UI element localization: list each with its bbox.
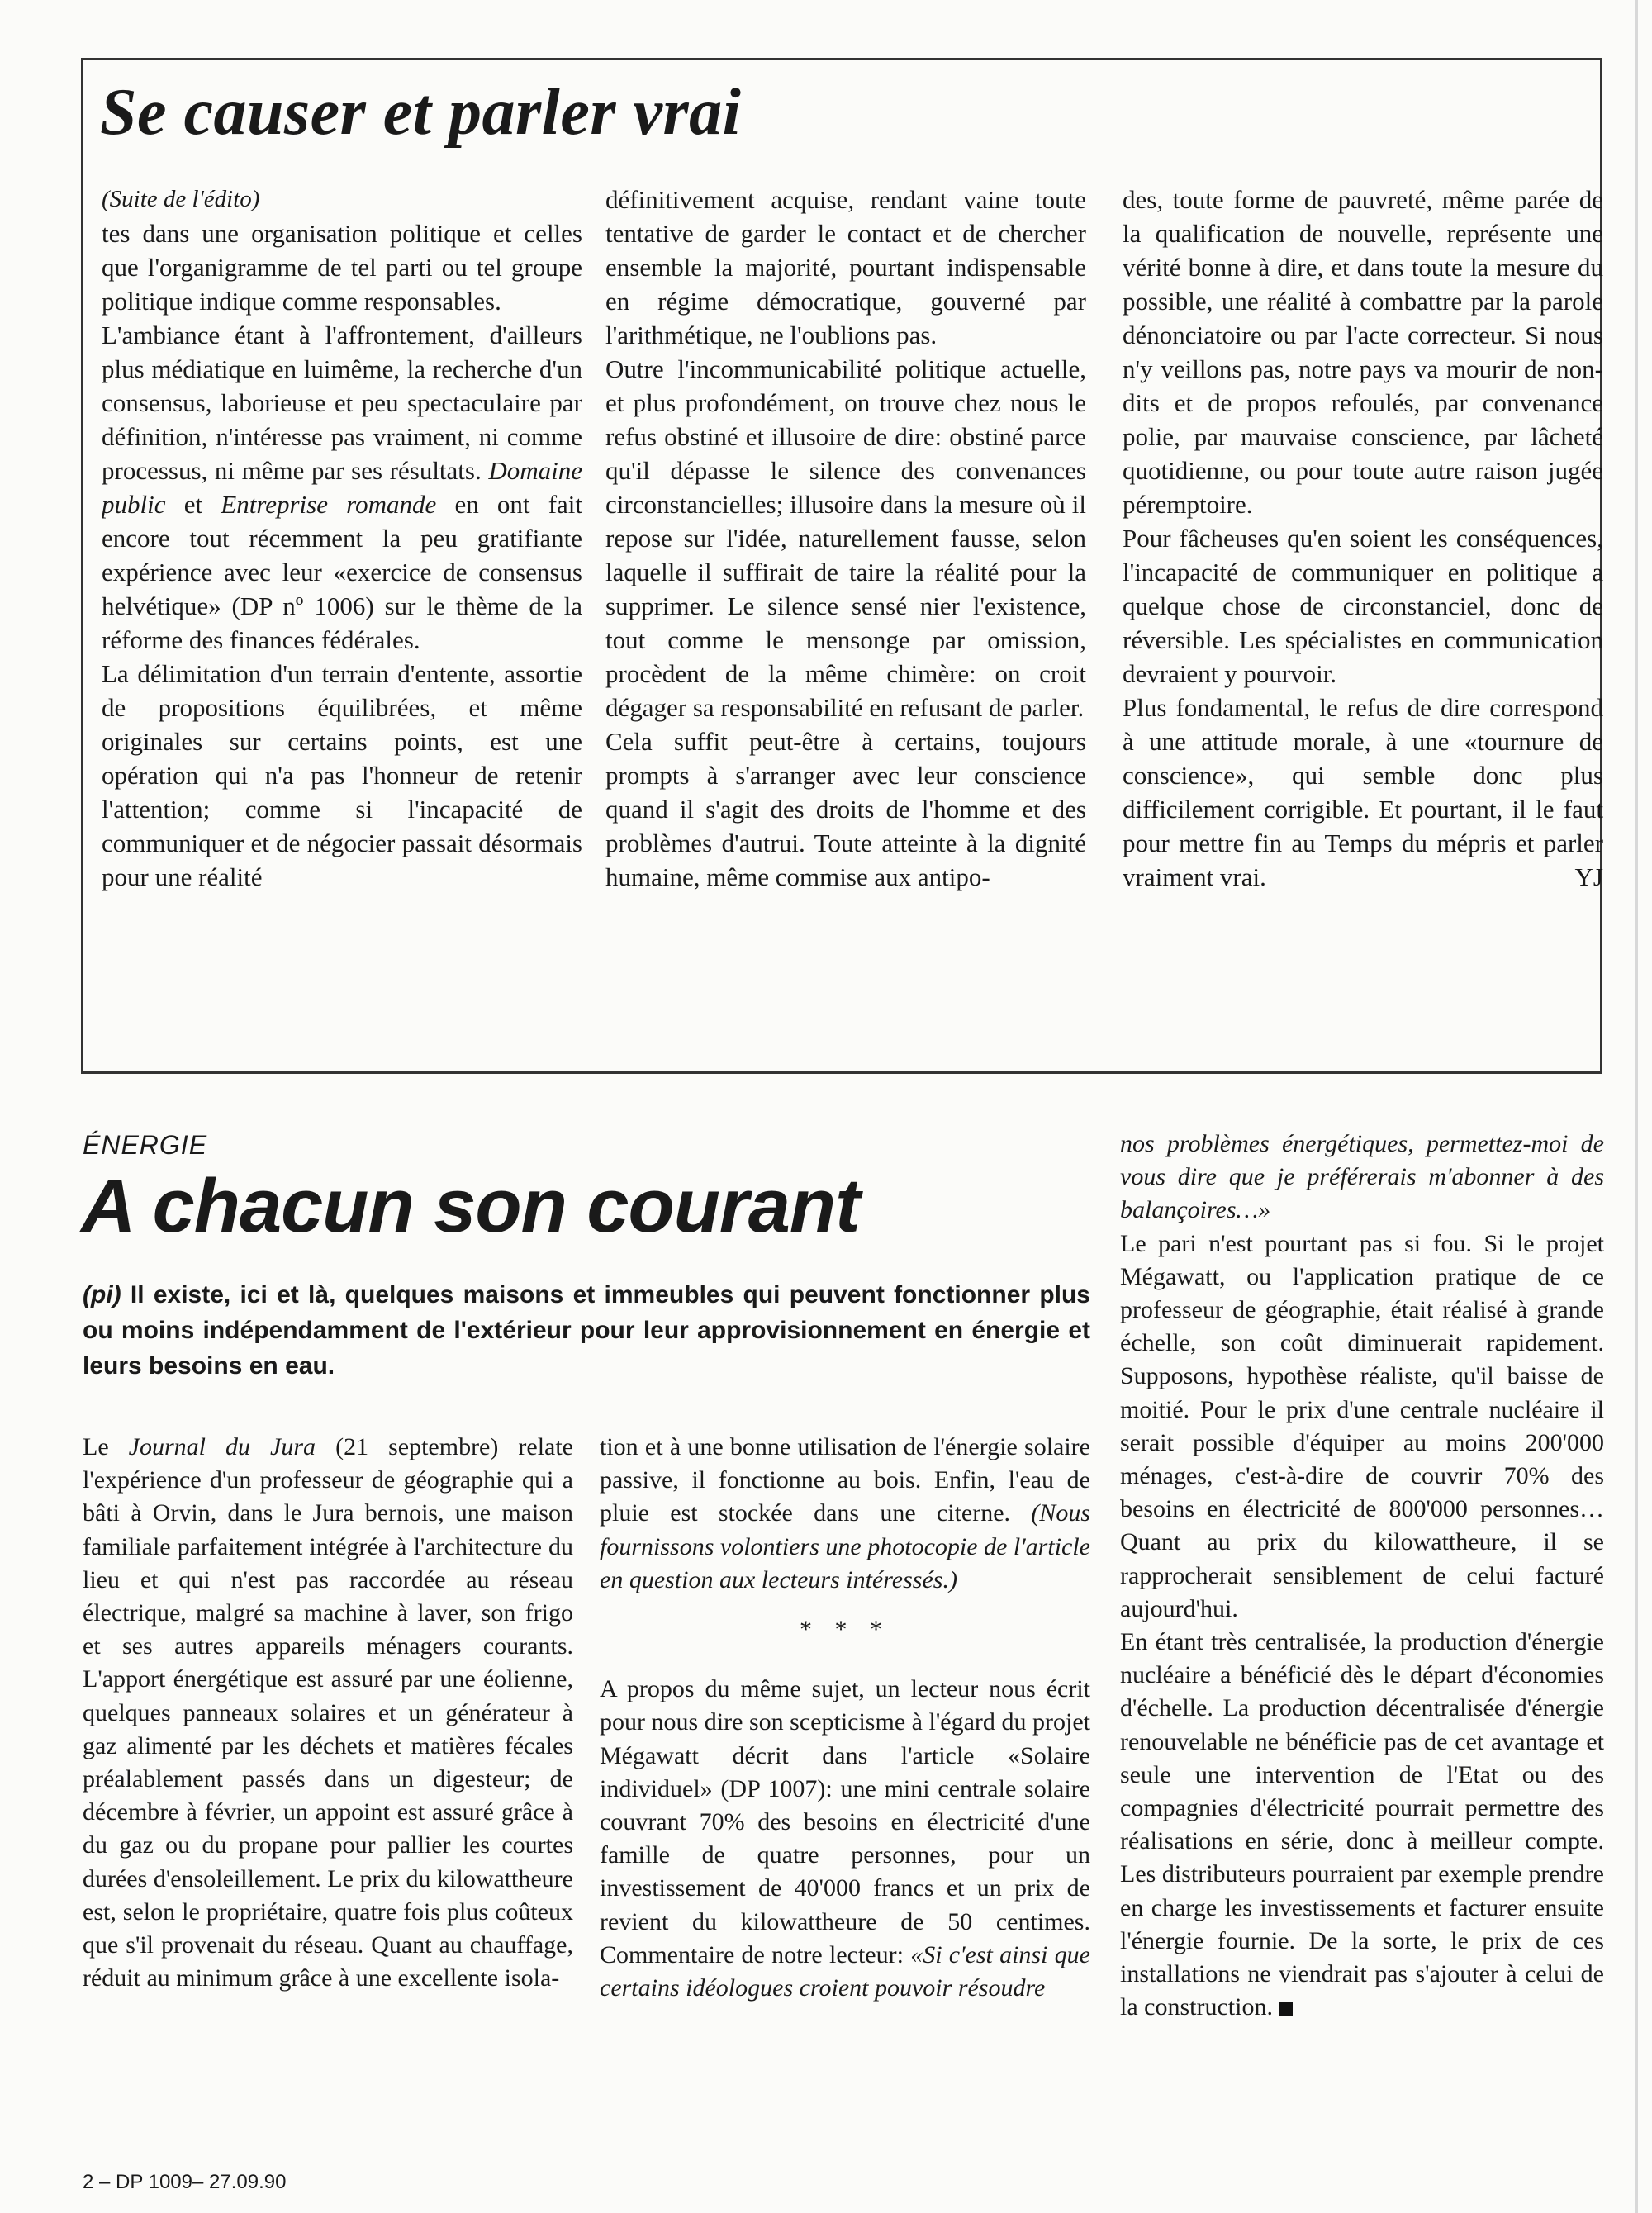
editorial-continuation-label: (Suite de l'édito): [102, 186, 260, 212]
section-separator: * * *: [800, 1616, 890, 1644]
end-of-article-mark: [1279, 2002, 1293, 2016]
editorial-paragraph: L'ambiance étant à l'affrontement, d'ailleurs plus médiatique en luimême, la recherche d'un consensus, laborieuse et peu spectaculaire par définition, n'intéresse pas vraiment, ni comme processus, ni même par ses résultats. Domaine public et Entreprise romande en ont fait encore tout récemment la peu gratifiante expérience avec leur «exercice de consensus helvétique» (DP nº 1006) sur le thème de la réforme des finances fédérales.: [102, 321, 582, 654]
editorial-paragraph: Pour fâcheuses qu'en soient les conséquences, l'incapacité de communiquer en politique a quelque chose de circonstanciel, donc de réversible. Les spécialistes en communication devraient y pourvoir.: [1123, 524, 1603, 688]
editorial-paragraph: définitivement acquise, rendant vaine toute tentative de garder le contact et de chercher ensemble la majorité, pourtant indispensable en régime démocratique, gouverné par l'arithmétique, ne l'oublions pas.: [605, 185, 1086, 349]
article-paragraph: Le pari n'est pourtant pas si fou. Si le projet Mégawatt, ou l'application pratique de ce professeur de géographie, était réalisé à grande échelle, son coût diminuerait rapidement. Supposons, hypothèse réaliste, qu'il baisse de moitié. Pour le prix d'une centrale nucléaire il serait possible d'équiper au moins 200'000 ménages, c'est-à-dire de couvrir 70% des besoins en électricité de 800'000 personnes… Quant au prix du kilowattheure, il se rapprocherait sensiblement de celui facturé aujourd'hui.: [1120, 1229, 1604, 1622]
article-lead: (pi) Il existe, ici et là, quelques maisons et immeubles qui peuvent fonctionner plus ou moins indépendamment de l'extérieur pour leur approvisionnement en énergie et leurs besoins en eau.: [83, 1281, 1090, 1380]
article-column-1: [83, 1431, 573, 2141]
editorial-column-2: [605, 183, 1086, 1058]
article-rubric: ÉNERGIE: [83, 1130, 208, 1160]
article-paragraph: En étant très centralisée, la production d'énergie nucléaire a bénéficié dès le départ d'économies d'échelle. La production décentralisée d'énergie renouvelable ne bénéficie pas de cet avantage et seule une intervention de l'Etat ou des compagnies d'électricité pourrait permettre des réalisations en série, donc à meilleur compte. Les distributeurs pourraient par exemple prendre en charge les investissements et facturer ensuite l'énergie fournie. De la sorte, le prix de ces installations ne viendrait pas s'ajouter à celui de la construction.: [1120, 1628, 1604, 2021]
editorial-paragraph: La délimitation d'un terrain d'entente, assortie de propositions équilibrées, et même originales sur certains points, est une opération qui n'a pas l'honneur de retenir l'attention; comme si l'incapacité de communiquer et de négocier passait désormais pour une réalité: [102, 659, 582, 891]
editorial-paragraph: des, toute forme de pauvreté, même parée de la qualification de nouvelle, représente une vérité bonne à dire, et dans toute la mesure du possible, une réalité à combattre par la parole dénonciatoire ou par l'acte correcteur. Si nous n'y veillons pas, notre pays va mourir de non-dits et de propos refoulés, par convenance polie, par mauvaise conscience, par lâcheté quotidienne, ou pour toute autre raison jugée péremptoire.: [1123, 185, 1603, 519]
editorial-title: Se causer et parler vrai: [100, 76, 742, 149]
editorial-box: [81, 58, 1602, 1074]
editorial-paragraph: Plus fondamental, le refus de dire correspond à une attitude morale, à une «tournure de conscience», qui semble donc plus difficilement corrigible. Et pourtant, il le faut pour mettre fin au Temps du mépris et parler vraiment vrai. YJ: [1123, 691, 1603, 894]
page-footer: 2 – DP 1009– 27.09.90: [83, 2171, 287, 2193]
page-edge-shadow: [1635, 0, 1638, 2213]
editorial-signature: YJ: [1574, 862, 1603, 891]
article-paragraph: A propos du même sujet, un lecteur nous écrit pour nous dire son scepticisme à l'égard du projet Mégawatt décrit dans l'article «Solaire individuel» (DP 1007): une mini centrale solaire couvrant 70% des besoins en électricité d'une famille de quatre personnes, pour un investissement de 40'000 francs et un prix de revient du kilowattheure de 50 centimes. Commentaire de notre lecteur: «Si c'est ainsi que certains idéologues croient pouvoir résoudre: [600, 1675, 1090, 2002]
article-column-2: [600, 1431, 1090, 2141]
editorial-paragraph: Cela suffit peut-être à certains, toujours prompts à s'arranger avec leur conscience quand il s'agit des droits de l'homme et des problèmes d'autrui. Toute atteinte à la dignité humaine, même commise aux antipo-: [605, 727, 1086, 891]
editorial-column-1: [102, 183, 582, 1058]
article-paragraph: nos problèmes énergétiques, permettez-moi de vous dire que je préférerais m'abonner à des balançoires…»: [1120, 1130, 1604, 1224]
article-paragraph: Le Journal du Jura (21 septembre) relate l'expérience d'un professeur de géographie qui a bâti à Orvin, dans le Jura bernois, une maison familiale parfaitement intégrée à l'architecture du lieu et qui n'est pas raccordée au réseau électrique, malgré sa machine à laver, son frigo et ses autres appareils ménagers courants. L'apport énergétique est assuré par une éolienne, quelques panneaux solaires et un générateur à gaz alimenté par les déchets et matières fécales préalablement passés dans un digesteur; de décembre à février, un appoint est assuré grâce à du gaz ou du propane pour pallier les courtes durées d'ensoleillement. Le prix du kilowattheure est, selon le propriétaire, quatre fois plus coûteux que s'il provenait du réseau. Quant au chauffage, réduit au minimum grâce à une excellente isola-: [83, 1433, 573, 1992]
article-column-3: [1120, 1128, 1604, 2144]
article-title: A chacun son courant: [81, 1164, 860, 1248]
editorial-column-3: [1123, 183, 1603, 1058]
editorial-paragraph: Outre l'incommunicabilité politique actuelle, et plus profondément, on trouve chez nous le refus obstiné et illusoire de dire: obstiné parce qu'il dépasse le silence des convenances circonstancielles; illusoire dans la mesure où il repose sur l'idée, naturellement fausse, selon laquelle il suffirait de taire la réalité pour la supprimer. Le silence sensé nier l'existence, tout comme le mensonge par omission, procèdent de la même chimère: on croit dégager sa responsabilité en refusant de parler.: [605, 354, 1086, 722]
article-paragraph: tion et à une bonne utilisation de l'énergie solaire passive, il fonctionne au bois. Enfin, l'eau de pluie est stockée dans une citerne. (Nous fournissons volontiers une photocopie de l'article en question aux lecteurs intéressés.): [600, 1433, 1090, 1593]
lead-author: (pi): [83, 1281, 121, 1308]
editorial-paragraph: tes dans une organisation politique et celles que l'organigramme de tel parti ou tel groupe politique indique comme responsables.: [102, 219, 582, 316]
